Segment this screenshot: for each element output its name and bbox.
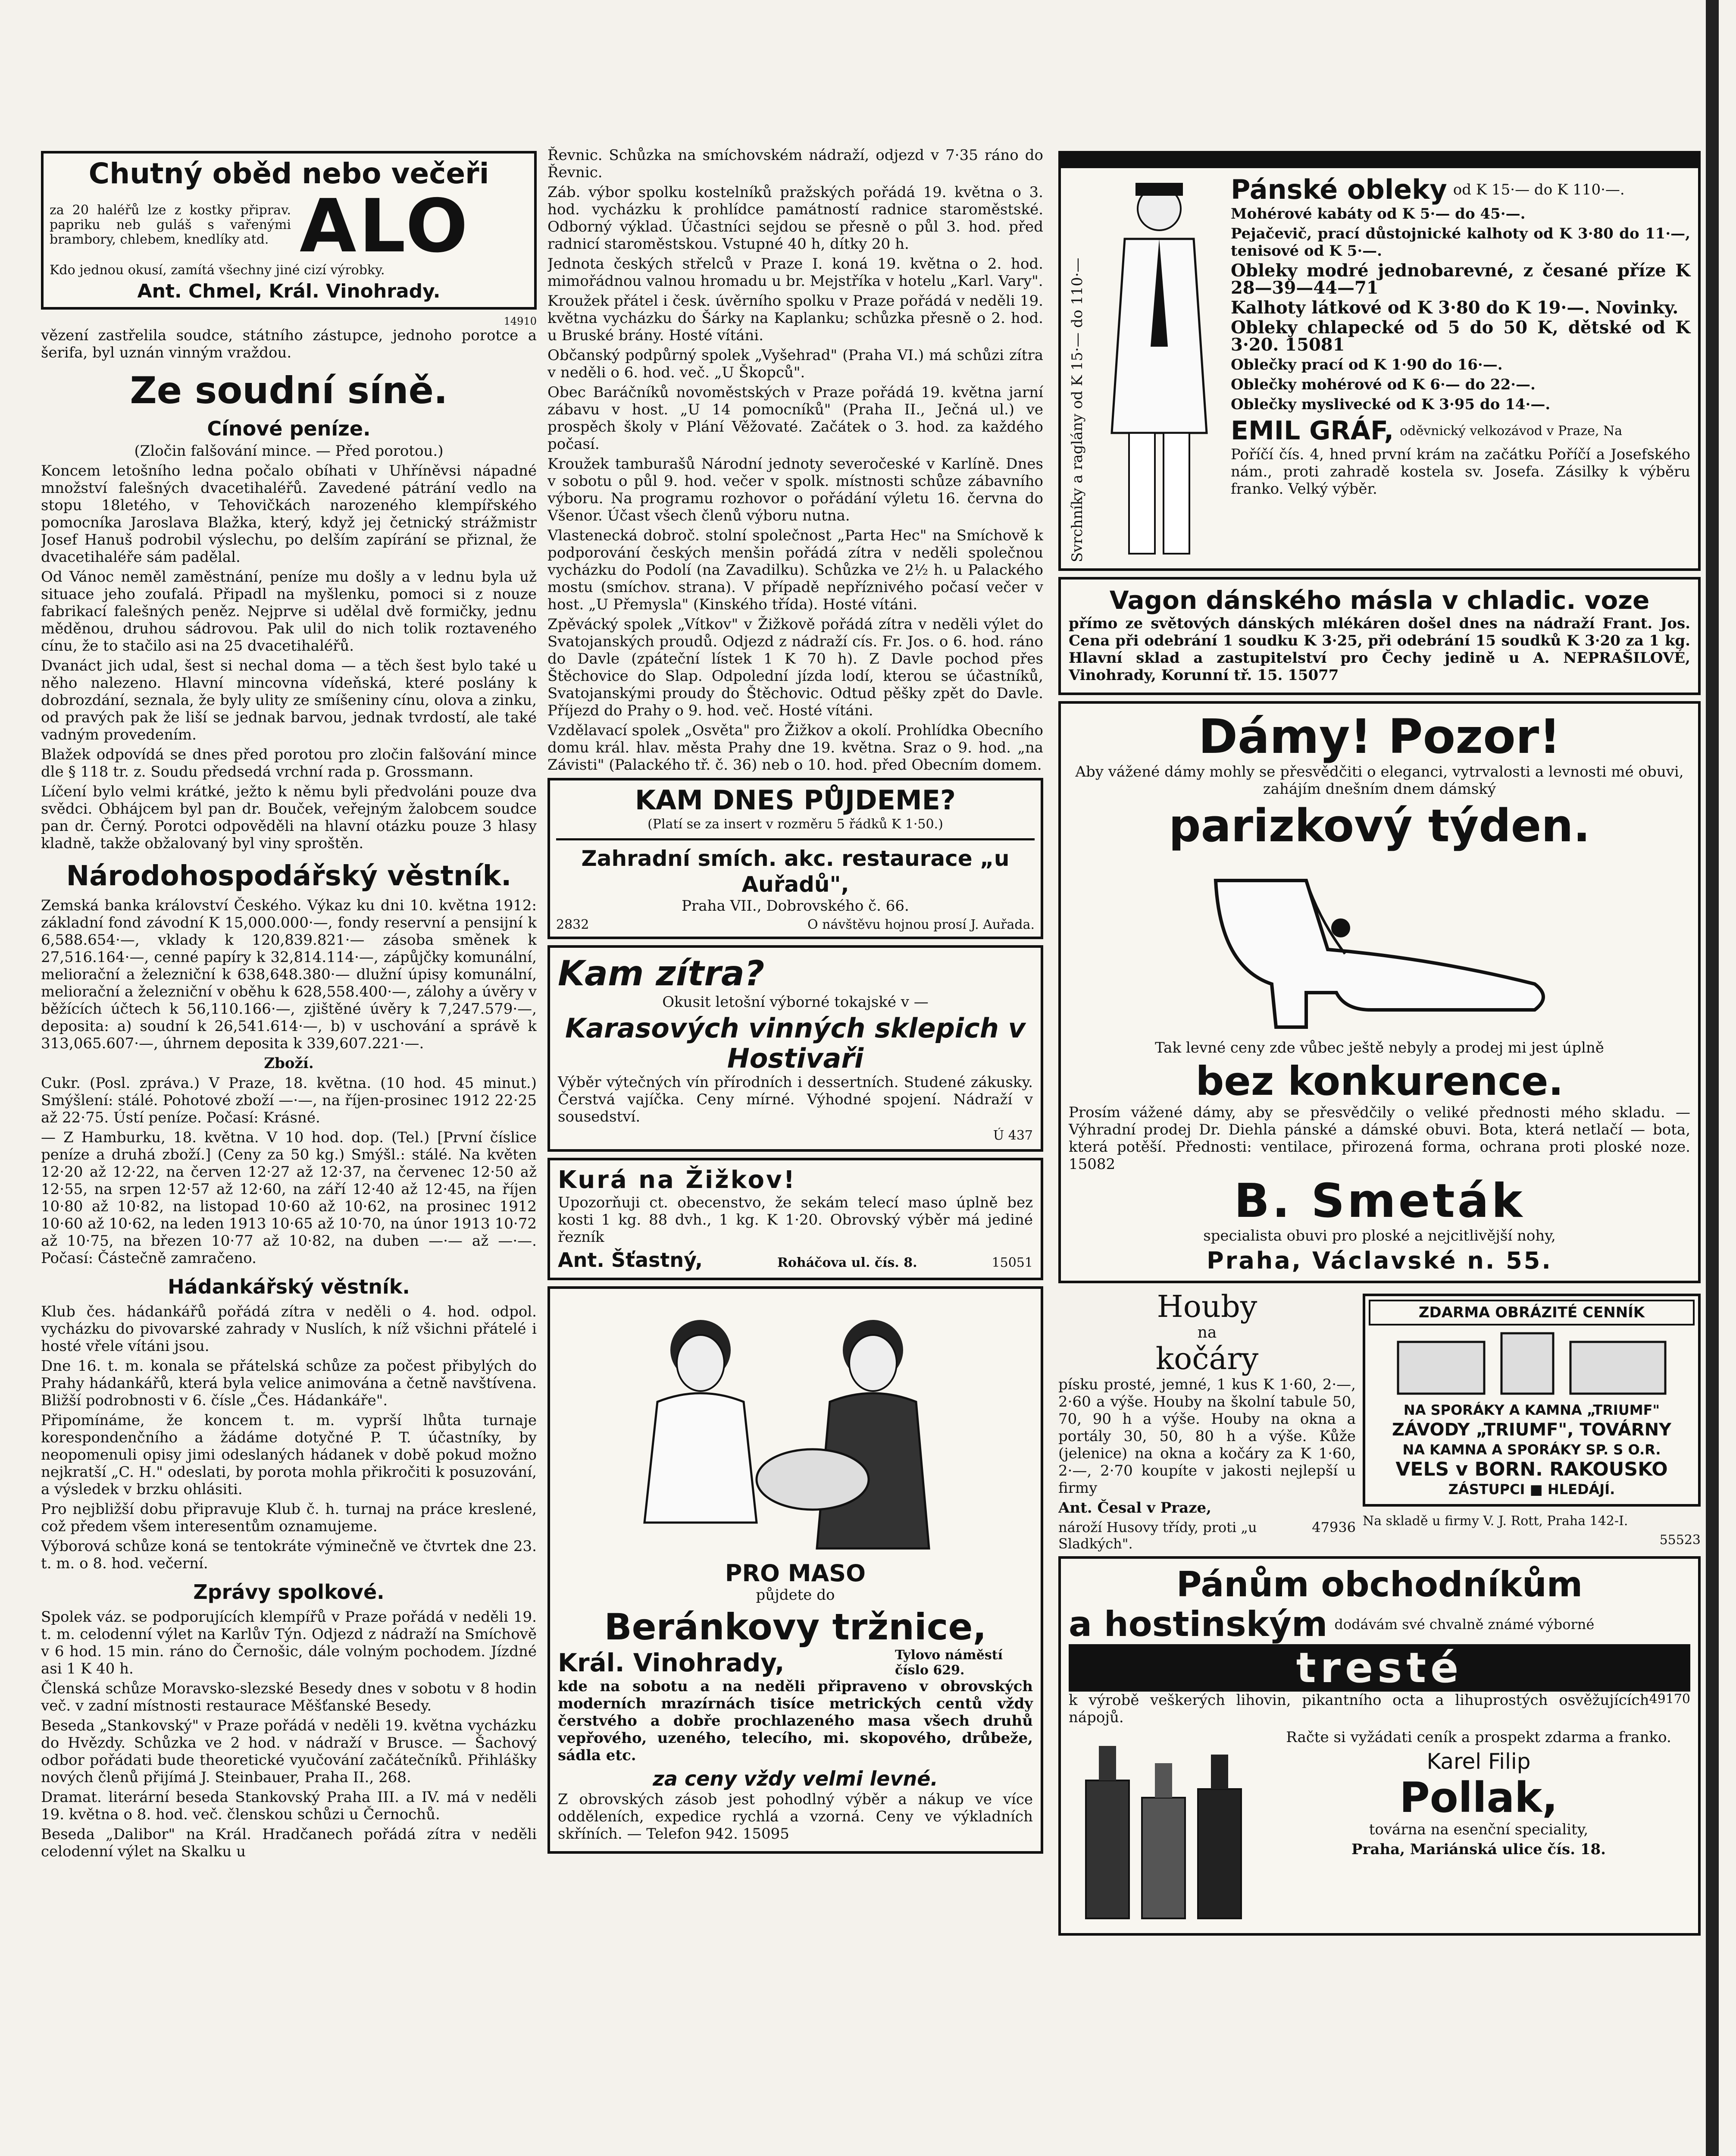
karasov-name: Karasových vinných sklepich v Hostivaři: [565, 1012, 1026, 1074]
damy-text: Aby vážené dámy mohly se přesvědčiti o eleganci, vytrvalosti a levnosti mé obuvi, zahájím dnešním dnem dámský: [1075, 763, 1684, 798]
vagon-text: přímo ze světových dánských mlékáren došel dnes na nádraží Frant. Jos. Cena při odebrání 1 soudku K 3·25, při odebrání 15 soudků K 3·20 za 1 kg. Hlavní sklad a zastupitelství pro Čechy jedině u A. NEPRAŠILOVÉ, Vinohrady, Korunní tř. 15. 15077: [1069, 615, 1690, 684]
pollak-text-2: Račte si vyžádati ceník a prospekt zdarma a franko.: [1286, 1729, 1671, 1746]
damy-heading: Dámy! Pozor!: [1198, 709, 1561, 764]
promaso-label: PRO MASO: [725, 1560, 866, 1587]
pollak-text-3: továrna na esenční speciality,: [1369, 1821, 1589, 1838]
club-paragraph: Jednota českých střelců v Praze I. koná 19. května o 2. hod. mimořádnou valnou hromadu u br. Mejstříka v hotelu „Karl. Vary".: [547, 255, 1043, 290]
beranek-footer: Z obrovských zásob jest pohodlný výběr a nákup ve více odděleních, expedice rychlá a vzorná. Ceny ve výkladních skříních. — Telefon 942. 15095: [558, 1791, 1033, 1843]
lead-text: vězení zastřelila soudce, státního zástupce, jednoho porotce a šerifa, byl uznán vinným vraždou.: [41, 327, 537, 361]
court-paragraph: Blažek odpovídá se dnes před porotou pro zločin falšování mince dle § 118 tr. z. Soudu předsedá vrchní rada p. Grossmann.: [41, 746, 537, 780]
aufad-visit: O návštěvu hojnou prosí J. Auřada.: [807, 917, 1035, 932]
graf-line: Oblečky prací od K 1·90 do 16·—.: [1231, 356, 1503, 373]
graf-line: Obleky modré jednobarevné, z česané příze K 28—39—44—71: [1231, 260, 1690, 298]
women-illustration: [571, 1298, 1020, 1557]
cenik-line: ZÁSTUPCI ■ HLEDÁJÍ.: [1448, 1481, 1615, 1498]
graf-line: Kalhoty látkové od K 3·80 do K 19·—. Novinky.: [1231, 298, 1679, 318]
zizkov-box: [547, 1158, 1043, 1280]
alo-brand: ALO: [300, 184, 471, 269]
club-paragraph: Zpěvácký spolek „Vítkov" v Žižkově pořádá zítra v neděli výlet do Svatojanských proudů. Odjezd z nádraží cís. Fr. Jos. o 6. hod. ráno do Davle (zpáteční lístek 1 K 70 h). Z Davle pochod přes Štěchovice do Slap. Odpolední jízda lodí, kterou se účastníků, Svatojanskými proudy do Štěchovic. Odtud pěšky zpět do Davle. Příjezd do Prahy o 9. hod. več. Hosté vítáni.: [547, 616, 1043, 719]
pollak-name: Pollak,: [1399, 1774, 1558, 1822]
court-paragraph: Líčení bylo velmi krátké, ježto k němu byli předvoláni pouze dva svědci. Obhájcem byl pan dr. Bouček, veřejným žalobcem soudce pan dr. Černý. Porotci odpověděli na hlavní otázku pouze 3 hlasy kladně, takže obžalovaný byl viny sproštěn.: [41, 783, 537, 852]
pujdete-label: půjdete do: [756, 1586, 835, 1604]
divider: [556, 838, 1035, 840]
houby-advert: [1058, 1289, 1356, 1552]
damy-advert: [1058, 701, 1701, 1283]
kam-dnes-box: [547, 778, 1043, 939]
graf-line: Oblečky mohérové od K 6·— do 22·—.: [1231, 376, 1536, 393]
graf-line: Obleky chlapecké od 5 do 50 K, dětské od K 3·20. 15081: [1231, 317, 1690, 355]
pollak-heading-2b: dodávám své chvalně známé výborné: [1334, 1616, 1595, 1633]
alo-text: za 20 haléřů lze z kostky připrav. papriku neb guláš s vařenými brambory, chlebem, knedlíky atd.: [50, 203, 291, 247]
smetak-address: Praha, Václavské n. 55.: [1207, 1247, 1552, 1274]
cenik-heading: ZDARMA OBRÁZITÉ CENNÍK: [1369, 1300, 1695, 1326]
court-heading: Ze soudní síně.: [130, 369, 448, 412]
alo-headline: Chutný oběd nebo večeři: [88, 157, 489, 190]
hadank-paragraph: Klub čes. hádankářů pořádá zítra v neděli o 4. hod. odpol. vycházku do pivovarské zahrady v Nuslích, k níž všichni přátelé i hosté vřele vítáni jsou.: [41, 1303, 537, 1355]
pollak-firstname: Karel Filip: [1426, 1749, 1531, 1774]
pollak-address: Praha, Mariánská ulice čís. 18.: [1351, 1841, 1606, 1858]
houby-address: nároží Husovy třídy, proti „u Sladkých".: [1058, 1519, 1257, 1552]
zizkov-code: 15051: [992, 1255, 1033, 1270]
bottles-illustration: [1069, 1729, 1258, 1927]
alo-seller: Ant. Chmel, Král. Vinohrady.: [137, 280, 441, 302]
zizkov-seller: Ant. Šťastný,: [558, 1248, 703, 1272]
econ-heading: Národohospodářský věstník.: [66, 860, 512, 892]
shoe-illustration: [1164, 855, 1595, 1036]
econ-subheading: Zboží.: [264, 1055, 314, 1072]
kam-zitra-sub: Okusit letošní výborné tokajské v —: [662, 993, 929, 1011]
vagon-advert: [1058, 577, 1701, 695]
club-paragraph: Kroužek tamburašů Národní jednoty severočeské v Karlíně. Dnes v sobotu o půl 9. hod. večer v spolk. místnosti schůze zábavního výboru. Na programu rozhovor o pořádání výletu 16. června do Všenor. Účast všech členů výboru nutna.: [547, 455, 1043, 524]
alo-advert: [41, 151, 537, 310]
court-paragraph: Od Vánoc neměl zaměstnání, peníze mu došly a v lednu byla už situace jeho zoufalá. Připadl na myšlenku, pomoci si z nouze fabrikací falešných peněz. Nejprve si udělal dvě formičky, jednu měděnou, druhou sádrovou. Pak ulil do nich tolik roztaveného cínu, že to stačilo asi na 25 dvacetihaléřů.: [41, 568, 537, 655]
alo-note: Kdo jednou okusí, zamítá všechny jiné cizí výrobky.: [50, 263, 385, 278]
spolk-heading: Zprávy spolkové.: [193, 1580, 385, 1604]
kam-zitra-box: [547, 945, 1043, 1152]
damy-text-2: Prosím vážené dámy, aby se přesvědčily o veliké přednosti mého skladu. — Výhradní prodej Dr. Diehla pánské a dámské obuvi. Bota, která netlačí — bota, která potěší. Přednosti: ventilace, přirozená forma, ochrana proti ploské noze. 15082: [1069, 1104, 1690, 1173]
zizkov-heading: Kurá na Žižkov!: [558, 1166, 796, 1194]
econ-paragraph: Zemská banka království Českého. Výkaz ku dni 10. května 1912: základní fond závodní K 15,000.000·—, fondy reservní a pensijní k 6,588.654·—, vklady k 120,839.821·— zásoba směnek k 27,516.164·—, cenné papíry k 32,814.114·—, zápůjčky komunální, meliorační a železniční k 638,648.380·— dlužní úpisy komunální, meliorační a železniční v oběhu k 628,558.400·—, zálohy a úvěry v běžících účtech k 56,110.166·—, zjištěné úvěry k 7,247.579·—, deposita: a) soudní k 26,541.614·—, b) v uschování a správě k 313,065.607·—, úhrnem deposita k 339,607.221·—.: [41, 897, 537, 1052]
cenik-advert: [1363, 1289, 1701, 1552]
court-paragraph: Dvanáct jich udal, šest si nechal doma — a těch šest bylo také u něho nalezeno. Hlavní mincovna vídeňská, které poslány k dobrozdání, seznala, že byly ulity ze smíšeniny cínu, olova a zinku, od pravých pak že liší se jednak barvou, jednak tvrdostí, ale také vadným provedením.: [41, 657, 537, 743]
stove-illustration: [1389, 1329, 1674, 1398]
court-subheading: Cínové peníze.: [207, 417, 371, 440]
page-edge-mark: [1706, 0, 1719, 2156]
spolk-paragraph: Členská schůze Moravsko-slezské Besedy dnes v sobotu v 8 hodin več. v zadní místnosti restaurace Měšťanské Besedy.: [41, 1680, 537, 1714]
graf-side-text: Svrchníky a raglány od K 15·— do 110·—: [1069, 257, 1086, 562]
damy-week: parizkový týden.: [1169, 799, 1590, 852]
zizkov-address: Roháčova ul. čís. 8.: [777, 1255, 917, 1270]
graf-panske: Pánské obleky: [1231, 174, 1447, 205]
mid-ads-row: [1058, 1289, 1701, 1552]
graf-trade: oděvnický velkozávod v Praze, Na: [1400, 423, 1623, 439]
beranek-name: Beránkovy tržnice,: [604, 1606, 987, 1648]
court-paragraph: Koncem letošního ledna počalo obíhati v Uhříněvsi nápadné množství falešných dvacetihaléřů. Zavedené pátrání vedlo na stopu 18letého, v Tehovičkách narozeného klempířského pomocníka Jaroslava Blažka, který, když jej četnický strážmistr Josef Hanuš podrobil výslechu, po delším zapírání se přiznal, že dvacetihaléře sám padělal.: [41, 462, 537, 566]
hadank-paragraph: Pro nejbližší dobu připravuje Klub č. h. turnaj na práce kreslené, což předem všem interesentům oznamujeme.: [41, 1501, 537, 1535]
graf-line: Oblečky myslivecké od K 3·95 do 14·—.: [1231, 396, 1551, 413]
club-paragraph: Kroužek přátel i česk. úvěrního spolku v Praze pořádá v neděli 19. května vycházku do Šárky na Kaplanku; schůzka přesně o 2. hod. u Bruské brány. Hosté vítáni.: [547, 292, 1043, 344]
graf-address: Poříčí čís. 4, hned první krám na začátku Poříčí a Josefského nám., proti zahradě kostela sv. Josefa. Zásilky k výběru franko. Velký výběr.: [1231, 446, 1690, 498]
cenik-line: ZÁVODY „TRIUMF", TOVÁRNY: [1392, 1420, 1672, 1440]
aufad-address: Praha VII., Dobrovského č. 66.: [682, 897, 909, 915]
graf-line: Mohérové kabáty od K 5·— do 45·—.: [1231, 205, 1526, 222]
hadank-heading: Hádankářský věstník.: [168, 1275, 410, 1298]
graf-panske-price: od K 15·— do K 110·—.: [1453, 181, 1625, 198]
graf-advert: [1058, 151, 1701, 571]
gentleman-illustration: [1095, 174, 1224, 562]
graf-line: Pejačevič, prací důstojnické kalhoty od K 3·80 do 11·—, tenisové od K 5·—.: [1231, 225, 1690, 260]
zizkov-text: Upozorňuji ct. obecenstvo, že sekám telecí maso úplně bez kosti 1 kg. 88 dvh., 1 kg. K 1·20. Obrovský výběr má jediné řezník: [558, 1194, 1033, 1246]
kam-heading: KAM DNES PŮJDEME?: [635, 784, 956, 816]
column-2: [547, 147, 1043, 1860]
houby-seller: Ant. Česal v Praze,: [1058, 1499, 1211, 1517]
club-paragraph: Záb. výbor spolku kostelníků pražských pořádá 19. května o 3. hod. vycházku k prohlídce památností radnice staroměstské. Odborný výklad. Účastníci sejdou se přesně o půl 3. hod. před radnicí staroměstskou. Vstupné 40 h, dítky 20 h.: [547, 184, 1043, 253]
spolk-paragraph: Beseda „Dalibor" na Král. Hradčanech pořádá zítra v neděli celodenní výlet na Skalku u: [41, 1826, 537, 1860]
pollak-treste: tresté: [1069, 1644, 1690, 1692]
club-paragraph: Vzdělavací spolek „Osvěta" pro Žižkov a okolí. Prohlídka Obecního domu král. hlav. města Prahy dne 19. května. Sraz o 9. hod. „na Závisti" (Palackého tř. č. 36) neb o 10. hod. před Obecním domem.: [547, 722, 1043, 774]
aufad-code: 2832: [556, 917, 589, 932]
club-paragraph: Obec Baráčníků novoměstských v Praze pořádá 19. května jarní zábavu v host. „U 14 pomocníků" (Praha II., Ječná ul.) ve prospěch školy v Plání Věžovaté. Začátek o 3. hod. za každého počasí.: [547, 384, 1043, 453]
houby-kocary: kočáry: [1155, 1341, 1259, 1376]
cenik-footer: Na skladě u firmy V. J. Rott, Praha 142-I.: [1363, 1514, 1628, 1529]
column-1: [41, 147, 537, 1863]
cenik-line: VELS v BORN. RAKOUSKO: [1395, 1458, 1668, 1480]
beranek-box: [547, 1286, 1043, 1854]
econ-paragraph: Cukr. (Posl. zpráva.) V Praze, 18. května. (10 hod. 45 minut.) Smýšlení: stálé. Pohotové zboží —·—, na říjen-prosinec 1912 22·25 až 22·75. Ústí peníze. Počasí: Krásné.: [41, 1075, 537, 1126]
hadank-paragraph: Připomínáme, že koncem t. m. vyprší lhůta turnaje korespondenčního a žádáme dotyčné P. T. účastníky, by neopomenuli opisy jimi odeslaných hádanek v době pokud možno nejkratší „C. H." odeslati, by porota mohla přikročiti k posuzování, a výsledek v brzku ohlásiti.: [41, 1412, 537, 1498]
damy-price: Tak levné ceny zde vůbec ještě nebyly a prodej mi jest úplně: [1155, 1039, 1604, 1056]
houby-heading: Houby: [1157, 1289, 1257, 1324]
cenik-code: 55523: [1659, 1532, 1701, 1548]
alo-code: 14910: [504, 315, 537, 327]
club-paragraph: Řevnic. Schůzka na smíchovském nádraží, odjezd v 7·35 ráno do Řevnic.: [547, 147, 1043, 181]
club-paragraph: Občanský podpůrný spolek „Vyšehrad" (Praha VI.) má schůzi zítra v neděli o 6. hod. več. „U Škopců".: [547, 347, 1043, 381]
pollak-heading-2: a hostinským: [1069, 1604, 1328, 1644]
houby-code: 47936: [1312, 1519, 1356, 1536]
kam-note: (Platí se za insert v rozměru 5 řádků K 1·50.): [647, 817, 943, 832]
aufad-name: Zahradní smích. akc. restaurace „u Auřadů",: [581, 846, 1010, 897]
houby-text: písku prosté, jemné, 1 kus K 1·60, 2·—, 2·60 a výše. Houby na školní tabule 50, 70, 90 h a výše. Houby na okna a portály 30, 50, 80 h a výše. Kůže (jelenice) na okna a kočáry za K 1·60, 2·—, 2·70 koupíte v jakosti nejlepší u firmy: [1058, 1376, 1356, 1497]
beranek-text: kde na sobotu a na neděli připraveno v obrovských moderních mrazírnách tisíce metrických centů vždy čerstvého a dobře prochlazeného masa všech druhů vepřového, uzeného, telecího, mi. skopového, drůbeže, sádla etc.: [558, 1678, 1033, 1764]
karasov-text: Výběr výtečných vín přírodních i dessertních. Studené zákusky. Čerstvá vajíčka. Ceny mírné. Výhodné spojení. Nádraží v sousedství.: [558, 1074, 1033, 1125]
damy-konkurence: bez konkurence.: [1195, 1058, 1564, 1104]
spolk-paragraph: Dramat. literární beseda Stankovský Praha III. a IV. má v neděli 19. května o 8. hod. več. členskou schůzi u Černochů.: [41, 1789, 537, 1823]
court-subheading-2: (Zločin falšování mince. — Před porotou.): [134, 442, 444, 460]
beranek-address: Tylovo náměstí číslo 629.: [895, 1648, 1003, 1678]
column-3: [1058, 147, 1701, 1942]
beranek-place: Král. Vinohrady,: [558, 1648, 785, 1677]
smetak-sub: specialista obuvi pro ploské a nejcitlivější nohy,: [1203, 1227, 1556, 1244]
cenik-line: NA SPORÁKY A KAMNA „TRIUMF": [1403, 1402, 1660, 1418]
beranek-slogan: za ceny vždy velmi levné.: [653, 1767, 938, 1790]
hadank-paragraph: Výborová schůze koná se tentokráte výminečně ve čtvrtek dne 23. t. m. o 8. hod. večerní.: [41, 1538, 537, 1572]
smetak-name: B. Smeták: [1234, 1174, 1525, 1228]
houby-na: na: [1197, 1324, 1217, 1341]
cenik-line: NA KAMNA A SPORÁKY SP. S O.R.: [1402, 1442, 1661, 1458]
pollak-code: 49170: [1649, 1692, 1690, 1707]
pollak-advert: [1058, 1556, 1701, 1936]
pollak-heading-1: Pánům obchodníkům: [1176, 1564, 1583, 1604]
hadank-paragraph: Dne 16. t. m. konala se přátelská schůze za počest přibylých do Prahy hádankářů, která byla velice animována a četně navštívena. Bližší podrobnosti v 6. čísle „Čes. Hádankáře".: [41, 1357, 537, 1409]
econ-paragraph: — Z Hamburku, 18. května. V 10 hod. dop. (Tel.) [První číslice peníze a druhá zboží.] (Ceny za 50 kg.) Smýšl.: stálé. Na květen 12·20 až 12·22, na červen 12·27 až 12·37, na červenec 12·50 až 12·55, na srpen 12·57 až 12·60, na září 12·40 až 12·45, na říjen 10·80 až 10·82, na listopad 10·60 až 10·62, na prosinec 1912 10·60 až 10·62, na leden 1913 10·65 až 10·70, na únor 1913 10·72 až 10·75, na březen 10·77 až 10·82, na duben —·— až —·—. Počasí: Částečně zamračeno.: [41, 1129, 537, 1267]
spolk-paragraph: Beseda „Stankovský" v Praze pořádá v neděli 19. května vycházku do Hvězdy. Schůzka ve 2 hod. v nádraží v Brusce. — Šachový odbor pořádati bude theoretické vyučování začátečníků. Přihlášky nových členů přijímá J. Steinbauer, Praha II., 268.: [41, 1717, 537, 1786]
vagon-heading: Vagon dánského másla v chladic. voze: [1109, 586, 1650, 615]
club-paragraph: Vlastenecká dobroč. stolní společnost „Parta Hec" na Smíchově k podporování českých menšin pořádá zítra v neděli společnou vycházku do Podolí (na Zavadilku). Schůzka ve 2½ h. u Palackého mostu (smíchov. strana). V případě nepříznivého počasí večer v host. „U Přemysla" (Kinského třída). Hosté vítáni.: [547, 527, 1043, 613]
kam-zitra-heading: Kam zítra?: [558, 953, 765, 993]
spolk-paragraph: Spolek váz. se podporujících klempířů v Praze pořádá v neděli 19. t. m. celodenní výlet na Karlův Týn. Odjezd z nádraží na Smíchově v 6 hod. 15 min. ráno do Černošic, dále volným pochodem. Jízdné asi 1 K 40 h.: [41, 1608, 537, 1677]
graf-name: EMIL GRÁF,: [1231, 416, 1394, 446]
pollak-text: k výrobě veškerých lihovin, pikantního octa a lihuprostých osvěžujících nápojů.: [1069, 1692, 1649, 1726]
karasov-code: Ú 437: [993, 1128, 1033, 1143]
